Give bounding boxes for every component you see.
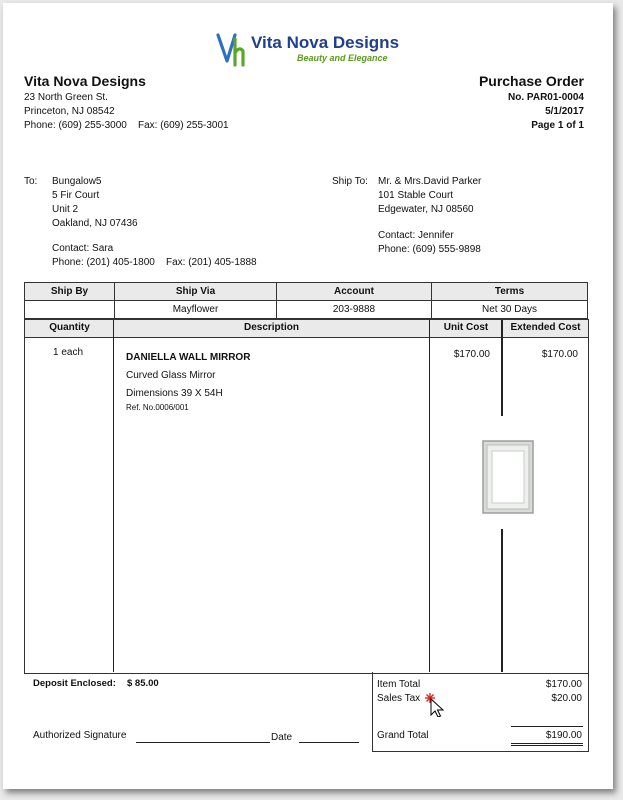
- company-phone-fax: Phone: (609) 255-3000 Fax: (609) 255-3001: [24, 120, 229, 131]
- purchase-order-page: [3, 3, 613, 789]
- to-label: To:: [24, 176, 38, 187]
- grand-total-underline: [511, 745, 583, 746]
- ship-to-line-2: 101 Stable Court: [378, 190, 454, 201]
- company-name: Vita Nova Designs: [24, 73, 146, 89]
- date-label: Date: [271, 732, 293, 743]
- to-line-1: Bungalow5: [52, 176, 102, 187]
- grand-total-label: Grand Total: [377, 730, 429, 741]
- grand-total-underline: [511, 743, 583, 744]
- item-description-2: Dimensions 39 X 54H: [126, 388, 223, 399]
- item-description-1: Curved Glass Mirror: [126, 370, 216, 381]
- vn-logo-icon: [215, 29, 251, 69]
- item-quantity: 1 each: [53, 347, 84, 358]
- terms-table: [24, 282, 588, 319]
- item-extended-cost: $170.00: [541, 349, 578, 360]
- description-header: Description: [243, 322, 299, 333]
- ship-by-value: [25, 301, 115, 319]
- to-line-4: Oakland, NJ 07436: [52, 218, 138, 229]
- item-total-value: $170.00: [545, 679, 582, 690]
- ship-to-line-3: Edgewater, NJ 08560: [378, 204, 474, 215]
- column-divider: [113, 320, 114, 672]
- page-number: Page 1 of 1: [531, 120, 584, 131]
- po-number: No. PAR01-0004: [508, 92, 584, 103]
- extended-cost-header: Extended Cost: [510, 322, 581, 333]
- ship-to-line-1: Mr. & Mrs.David Parker: [378, 176, 482, 187]
- company-city: Princeton, NJ 08542: [24, 106, 115, 117]
- item-unit-cost: $170.00: [453, 349, 490, 360]
- ship-to-contact: Contact: Jennifer: [378, 230, 454, 241]
- to-line-3: Unit 2: [52, 204, 79, 215]
- sales-tax-value: $20.00: [551, 693, 582, 704]
- ship-to-phone: Phone: (609) 555-9898: [378, 244, 481, 255]
- item-name: DANIELLA WALL MIRROR: [126, 352, 251, 363]
- ship-via-header: Ship Via: [115, 283, 277, 301]
- logo-name: Vita Nova Designs: [251, 33, 400, 52]
- company-logo: [215, 29, 415, 73]
- signature-label: Authorized Signature: [33, 730, 127, 741]
- ship-to-label: Ship To:: [332, 176, 368, 187]
- signature-line: [136, 742, 270, 743]
- ship-via-value: Mayflower: [115, 301, 277, 319]
- deposit-label: Deposit Enclosed:: [33, 678, 116, 689]
- po-date: 5/1/2017: [545, 106, 584, 117]
- quantity-header: Quantity: [49, 322, 90, 333]
- unit-cost-header: Unit Cost: [443, 322, 489, 333]
- column-divider: [501, 320, 503, 416]
- mirror-product-image: [455, 425, 563, 529]
- item-ref: Ref. No.0006/001: [126, 403, 189, 412]
- date-line: [299, 742, 359, 743]
- account-value: 203-9888: [277, 301, 432, 319]
- grand-total-value: $190.00: [545, 730, 582, 741]
- mouse-cursor-icon: [423, 691, 445, 717]
- item-total-label: Item Total: [377, 679, 421, 690]
- to-phone-fax: Phone: (201) 405-1800 Fax: (201) 405-1888: [52, 257, 257, 268]
- sales-tax-label: Sales Tax: [377, 693, 421, 704]
- to-line-2: 5 Fir Court: [52, 190, 100, 201]
- column-divider: [429, 320, 430, 672]
- logo-tagline: Beauty and Elegance: [297, 53, 388, 63]
- ship-by-header: Ship By: [25, 283, 115, 301]
- terms-value: Net 30 Days: [432, 301, 588, 319]
- subtotal-underline: [511, 726, 583, 727]
- deposit-value: $ 85.00: [127, 678, 159, 689]
- account-header: Account: [277, 283, 432, 301]
- document-title: Purchase Order: [478, 73, 584, 89]
- terms-header: Terms: [432, 283, 588, 301]
- column-divider: [501, 529, 503, 672]
- company-street: 23 North Green St.: [24, 92, 108, 103]
- to-contact: Contact: Sara: [52, 243, 114, 254]
